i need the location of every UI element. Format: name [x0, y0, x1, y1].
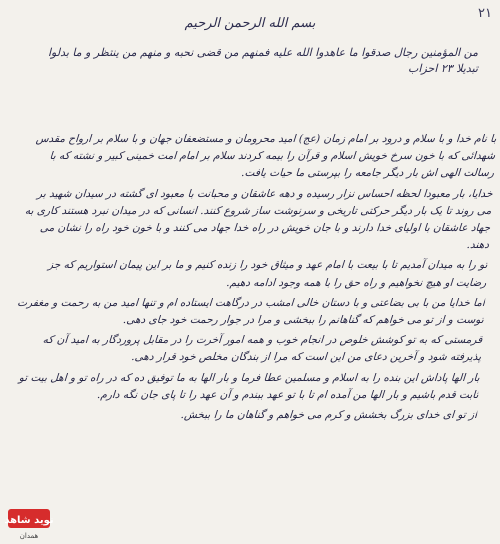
letter-body — [1, 131, 497, 501]
letter-paragraph: قرمستی که به تو کوشش خلوص در انجام خوب و همه امور آخرت را در مقابل پروردگار به امید آن که پذیرفته شود و آخرین دعای من این است که مرا از بندگان مخلص خود قرار دهی. — [42, 334, 483, 364]
letter-paragraph: خدایا، بار معبودا لحظه احساس نزار رسیده و دهه عاشقان و محبانت با معبود ای گشته در سیدان شهید بر می روند تا یک بار دیگر حرکتی تاریخی و سرنوشت ساز شروع کنند. انسانی که در میدان نبرد هستند کاری به جهاد عاشقان با اولیای خدا دارند و با جان خویش در راه خدا جهاد می کنند و با خون خود راه را نشان می دهند. — [24, 187, 493, 252]
letter-paragraph: از تو ای خدای بزرگ بخشش و کرم می خواهم و گناهان ما را ببخش. — [180, 409, 478, 422]
letter-paragraph: تو را به میدان آمدیم تا با بیعت با امام عهد و میثاق خود را زنده کنیم و ما بر این پیمان استواریم که جز رضایت او هیچ نخواهیم و راه حق را با همه وجود ادامه دهیم. — [47, 259, 488, 289]
quran-verse: من المؤمنین رجال صدقوا ما عاهدوا الله علیه فمنهم من قضی نحبه و منهم من ینتظر و ما بدلوا تبدیلا ۲۳ احزاب — [48, 46, 478, 75]
bismillah-heading: بسم الله الرحمن الرحیم — [184, 16, 316, 31]
logo-text: نوید شاهد — [4, 515, 54, 526]
navid-shahed-logo — [2, 502, 58, 542]
logo-subtext: همدان — [19, 532, 39, 540]
letter-paragraph: اما خدایا من با بی بضاعتی و با دستان خالی امشب در درگاهت ایستاده ام و تنها امید من به رحمت و مغفرت توست و از تو می خواهم که گناهانم را ببخشی و مرا در جوار رحمت خود جای دهی. — [16, 296, 486, 327]
page-number: ۲۱ — [478, 6, 492, 21]
letter-paragraph: بار الها پاداش این بنده را به اسلام و مسلمین عطا فرما و بار الها به ما توفیق ده که در راه تو و اهل بیت تو ثابت قدم باشیم و بار الها من آمده ام تا با تو عهد ببندم و آن عهد را تا پای جان نگه دارم. — [18, 371, 481, 401]
letter-paragraph: با نام خدا و با سلام و درود بر امام زمان (عج) امید محرومان و مستضعفان جهان و با سلام بر ارواح مقدس شهدائی که با خون سرخ خویش اسلام و قرآن را بیمه کردند سلام بر امام امت خمینی کبیر و نشته که با رسالت الهی اش بار دیگر جامعه را بپرستی ما حیات یافت. — [35, 133, 497, 180]
